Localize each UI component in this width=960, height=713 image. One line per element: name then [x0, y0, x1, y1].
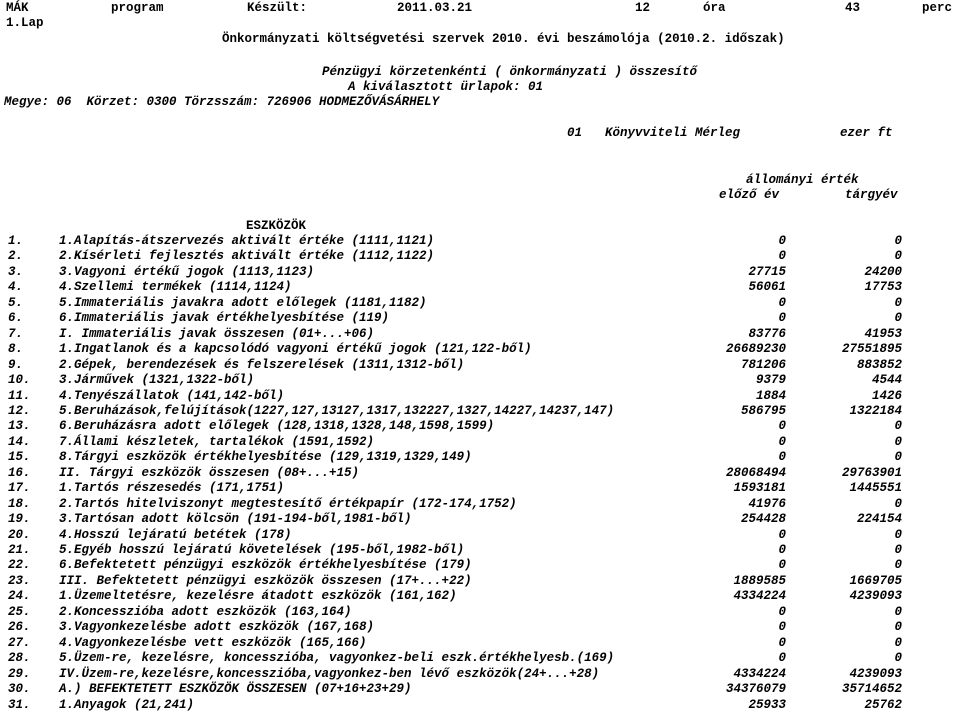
row-number: 24. — [8, 589, 31, 604]
report-name: Könyvviteli Mérleg — [605, 126, 741, 140]
row-prev-value: 9379 — [755, 373, 786, 388]
row-curr-value: 0 — [894, 558, 902, 573]
table-row — [0, 528, 960, 543]
column-curr-header: tárgyév — [845, 188, 898, 202]
row-curr-value: 0 — [894, 604, 902, 619]
row-label: 8.Tárgyi eszközök értékhelyesbítése (129,1319,1329,149) — [59, 450, 472, 465]
row-curr-value: 0 — [894, 620, 902, 635]
row-curr-value: 24200 — [864, 264, 902, 279]
row-prev-value: 25933 — [748, 697, 786, 712]
row-curr-value: 1322184 — [849, 403, 902, 418]
table-row — [0, 636, 960, 651]
row-prev-value: 0 — [778, 295, 786, 310]
row-number: 31. — [8, 697, 31, 712]
row-number: 13. — [8, 419, 31, 434]
row-number: 2. — [8, 249, 24, 264]
row-curr-value: 0 — [894, 496, 902, 511]
row-label: A.) BEFEKTETETT ESZKÖZÖK ÖSSZESEN (07+16+23+29) — [59, 682, 412, 697]
row-number: 17. — [8, 481, 31, 496]
row-prev-value: 1889585 — [733, 573, 786, 588]
row-label: 4.Tenyészállatok (141,142-ből) — [59, 388, 285, 403]
table-row — [0, 574, 960, 589]
table-row — [0, 497, 960, 512]
row-prev-value: 0 — [778, 558, 786, 573]
table-row — [0, 620, 960, 635]
row-prev-value: 0 — [778, 434, 786, 449]
row-number: 4. — [8, 280, 24, 295]
row-label: 6.Befektetett pénzügyi eszközök értékhelyesbítése (179) — [59, 558, 472, 573]
row-curr-value: 0 — [894, 527, 902, 542]
row-curr-value: 0 — [894, 419, 902, 434]
row-label: 2.Tartós hitelviszonyt megtestesítő értékpapír (172-174,1752) — [59, 496, 517, 511]
row-number: 1. — [8, 234, 24, 248]
row-curr-value: 224154 — [856, 512, 902, 527]
row-number: 19. — [8, 512, 31, 527]
created-date: 2011.03.21 — [397, 1, 473, 15]
table-row — [0, 342, 960, 357]
row-curr-value: 0 — [894, 450, 902, 465]
row-label: 7.Állami készletek, tartalékok (1591,1592) — [59, 434, 375, 449]
table-row — [0, 651, 960, 666]
row-label: 6.Immateriális javak értékhelyesbítése (119) — [59, 311, 390, 326]
row-number: 18. — [8, 496, 31, 511]
column-prev-header: előző év — [719, 188, 780, 202]
row-label: 3.Járművek (1321,1322-ből) — [59, 373, 255, 388]
row-prev-value: 56061 — [748, 280, 786, 295]
row-number: 16. — [8, 465, 31, 480]
row-prev-value: 0 — [778, 234, 786, 248]
row-number: 14. — [8, 434, 31, 449]
row-prev-value: 26689230 — [725, 342, 786, 357]
row-prev-value: 27715 — [748, 264, 786, 279]
row-number: 25. — [8, 604, 31, 619]
row-prev-value: 4334224 — [733, 666, 786, 681]
row-prev-value: 254428 — [740, 512, 786, 527]
row-prev-value: 0 — [778, 249, 786, 264]
created-hour: 12 — [635, 1, 651, 15]
row-prev-value: 28068494 — [725, 465, 786, 480]
column-group-header: állományi érték — [746, 173, 859, 187]
table-row — [0, 280, 960, 295]
created-minute: 43 — [845, 1, 861, 15]
table-row — [0, 419, 960, 434]
row-prev-value: 0 — [778, 604, 786, 619]
row-curr-value: 0 — [894, 249, 902, 264]
row-curr-value: 35714652 — [841, 682, 902, 697]
table-row — [0, 249, 960, 264]
row-label: I. Immateriális javak összesen (01+...+06) — [59, 326, 375, 341]
row-prev-value: 1593181 — [733, 481, 786, 496]
table-row — [0, 373, 960, 388]
row-prev-value: 781206 — [740, 357, 786, 372]
table-row — [0, 667, 960, 682]
row-curr-value: 883852 — [856, 357, 902, 372]
row-prev-value: 1884 — [755, 388, 786, 403]
row-label: 1.Anyagok (21,241) — [59, 697, 195, 712]
row-label: 3.Vagyonkezelésbe adott eszközök (167,168) — [59, 620, 375, 635]
row-curr-value: 29763901 — [841, 465, 902, 480]
row-curr-value: 25762 — [864, 697, 902, 712]
row-label: 1.Tartós részesedés (171,1751) — [59, 481, 285, 496]
row-label: 4.Szellemi termékek (1114,1124) — [59, 280, 292, 295]
table-row — [0, 404, 960, 419]
row-number: 7. — [8, 326, 24, 341]
sheet-label: 1.Lap — [6, 16, 44, 30]
row-prev-value: 83776 — [748, 326, 786, 341]
row-number: 12. — [8, 403, 31, 418]
location-line: Megye: 06 Körzet: 0300 Törzsszám: 726906 HODMEZŐVÁSÁRHELY — [4, 95, 440, 109]
row-curr-value: 17753 — [864, 280, 902, 295]
row-curr-value: 27551895 — [841, 342, 902, 357]
table-row — [0, 682, 960, 697]
row-number: 23. — [8, 573, 31, 588]
row-label: 5.Immateriális javakra adott előlegek (1181,1182) — [59, 295, 427, 310]
row-number: 9. — [8, 357, 24, 372]
row-number: 8. — [8, 342, 24, 357]
selected-forms: A kiválasztott ürlapok: 01 — [348, 80, 544, 94]
row-curr-value: 41953 — [864, 326, 902, 341]
table-row — [0, 311, 960, 326]
table-row — [0, 450, 960, 465]
summary-title: Pénzügyi körzetenkénti ( önkormányzati ) összesítő — [322, 65, 698, 79]
table-row — [0, 234, 960, 249]
row-curr-value: 0 — [894, 234, 902, 248]
row-number: 26. — [8, 620, 31, 635]
row-number: 27. — [8, 635, 31, 650]
row-prev-value: 0 — [778, 651, 786, 666]
row-curr-value: 4239093 — [849, 589, 902, 604]
table-row — [0, 481, 960, 496]
row-label: 4.Hosszú lejáratú betétek (178) — [59, 527, 292, 542]
table-row — [0, 543, 960, 558]
created-label: Készült: — [247, 1, 308, 15]
minute-label: perc — [922, 1, 953, 15]
row-label: 5.Egyéb hosszú lejáratú követelések (195-ből,1982-ből) — [59, 543, 465, 557]
row-label: 3.Tartósan adott kölcsön (191-194-ből,1981-ből) — [59, 512, 412, 527]
table-row — [0, 698, 960, 713]
row-curr-value: 4239093 — [849, 666, 902, 681]
row-label: 3.Vagyoni értékű jogok (1113,1123) — [59, 264, 315, 279]
row-prev-value: 0 — [778, 543, 786, 557]
table-row — [0, 512, 960, 527]
row-label: 2.Kísérleti fejlesztés aktivált értéke (1112,1122) — [59, 249, 435, 264]
row-label: 4.Vagyonkezelésbe vett eszközök (165,166) — [59, 635, 367, 650]
row-number: 5. — [8, 295, 24, 310]
org-label: MÁK — [6, 1, 29, 15]
row-label: III. Befektetett pénzügyi eszközök összesen (17+...+22) — [59, 573, 472, 588]
row-prev-value: 0 — [778, 450, 786, 465]
section-title: ESZKÖZÖK — [246, 219, 307, 233]
row-curr-value: 1445551 — [849, 481, 902, 496]
row-label: 5.Üzem-re, kezelésre, koncesszióba, vagyonkez-beli eszk.értékhelyesb.(169) — [59, 651, 615, 666]
row-label: 5.Beruházások,felújítások(1227,127,13127,1317,132227,1327,14227,14237,147) — [59, 403, 615, 418]
hour-label: óra — [703, 1, 726, 15]
row-curr-value: 1426 — [871, 388, 902, 403]
row-prev-value: 0 — [778, 527, 786, 542]
report-code: 01 — [567, 126, 583, 140]
table-row — [0, 558, 960, 573]
row-curr-value: 0 — [894, 651, 902, 666]
row-prev-value: 0 — [778, 419, 786, 434]
row-prev-value: 0 — [778, 635, 786, 650]
row-curr-value: 0 — [894, 635, 902, 650]
unit-label: ezer ft — [840, 126, 893, 140]
row-curr-value: 4544 — [871, 373, 902, 388]
table-row — [0, 435, 960, 450]
table-row — [0, 358, 960, 373]
row-label: 1.Ingatlanok és a kapcsolódó vagyoni értékű jogok (121,122-ből) — [59, 342, 532, 357]
row-label: IV.Üzem-re,kezelésre,koncesszióba,vagyonkez-ben lévő eszközök(24+...+28) — [59, 666, 600, 681]
row-curr-value: 0 — [894, 434, 902, 449]
row-prev-value: 41976 — [748, 496, 786, 511]
row-number: 15. — [8, 450, 31, 465]
row-curr-value: 0 — [894, 543, 902, 557]
table-row — [0, 466, 960, 481]
row-number: 11. — [8, 388, 31, 403]
table-row — [0, 265, 960, 280]
row-prev-value: 0 — [778, 311, 786, 326]
row-number: 6. — [8, 311, 24, 326]
row-number: 10. — [8, 373, 31, 388]
row-number: 22. — [8, 558, 31, 573]
row-number: 20. — [8, 527, 31, 542]
row-number: 3. — [8, 264, 24, 279]
row-number: 28. — [8, 651, 31, 666]
row-label: 1.Üzemeltetésre, kezelésre átadott eszközök (161,162) — [59, 589, 457, 604]
row-label: 2.Gépek, berendezések és felszerelések (1311,1312-ből) — [59, 357, 465, 372]
row-label: 1.Alapítás-átszervezés aktivált értéke (1111,1121) — [59, 234, 435, 248]
table-row — [0, 327, 960, 342]
row-prev-value: 586795 — [740, 403, 786, 418]
table-row — [0, 605, 960, 620]
row-number: 21. — [8, 543, 31, 557]
row-label: 2.Koncesszióba adott eszközök (163,164) — [59, 604, 352, 619]
row-prev-value: 34376079 — [725, 682, 786, 697]
row-prev-value: 4334224 — [733, 589, 786, 604]
row-label: 6.Beruházásra adott előlegek (128,1318,1328,148,1598,1599) — [59, 419, 495, 434]
table-row — [0, 296, 960, 311]
row-label: II. Tárgyi eszközök összesen (08+...+15) — [59, 465, 360, 480]
row-number: 30. — [8, 682, 31, 697]
row-curr-value: 0 — [894, 311, 902, 326]
row-number: 29. — [8, 666, 31, 681]
table-row — [0, 389, 960, 404]
table-row — [0, 589, 960, 604]
row-curr-value: 0 — [894, 295, 902, 310]
program-label: program — [111, 1, 164, 15]
report-title: Önkormányzati költségvetési szervek 2010. évi beszámolója (2010.2. időszak) — [222, 32, 785, 46]
row-prev-value: 0 — [778, 620, 786, 635]
row-curr-value: 1669705 — [849, 573, 902, 588]
